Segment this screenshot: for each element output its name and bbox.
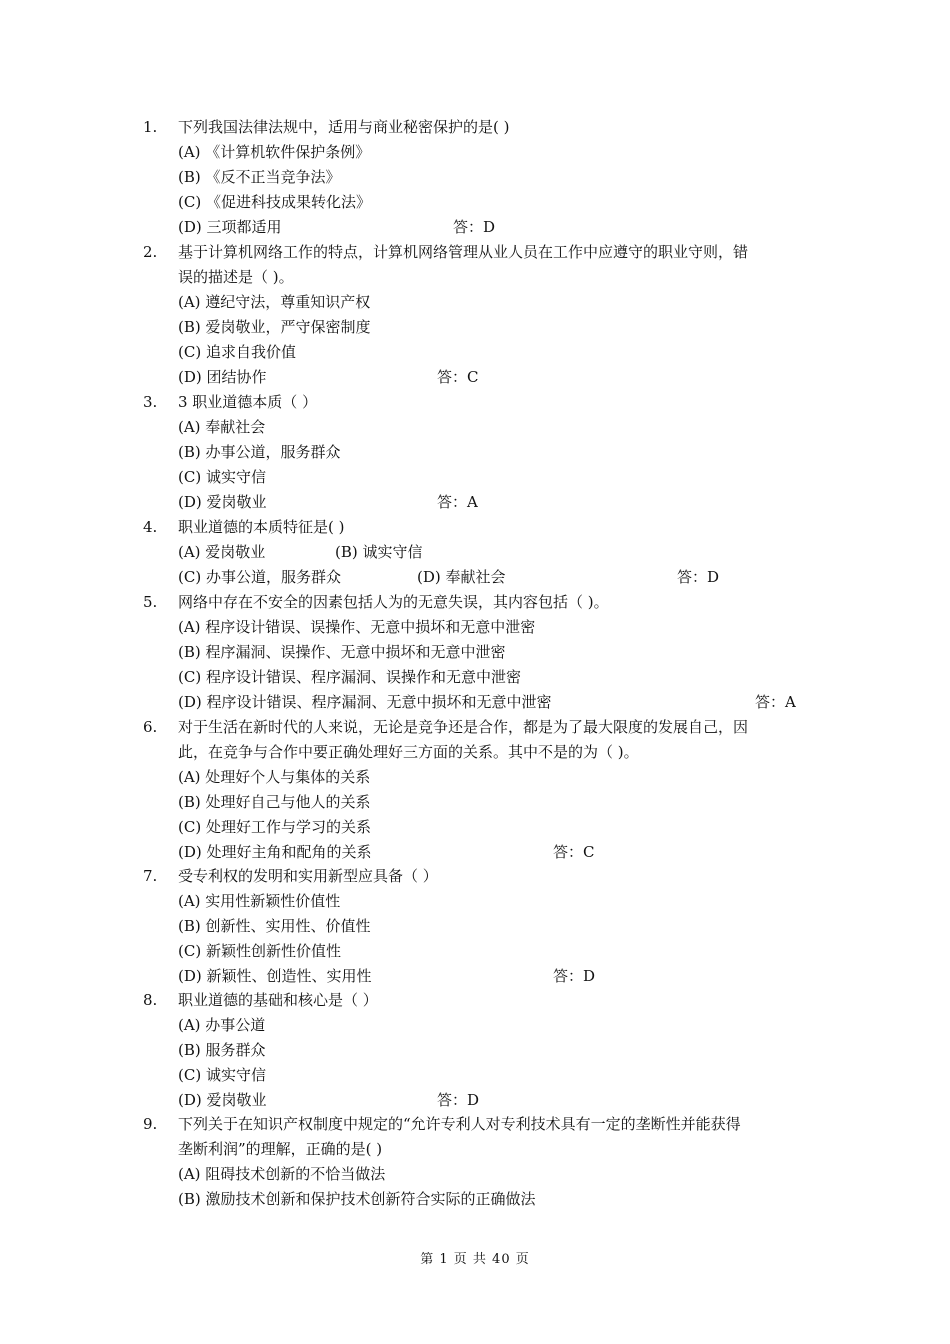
option-c: (C) 程序设计错误、程序漏洞、误操作和无意中泄密 [178, 668, 521, 686]
option-b: (B) 《反不正当竞争法》 [178, 168, 341, 186]
option-c: (C) 《促进科技成果转化法》 [178, 193, 371, 211]
option-d: (D) 处理好主角和配角的关系 [178, 843, 372, 861]
option-d: (D) 新颖性、创造性、实用性 [178, 967, 372, 985]
answer: 答：D [677, 568, 720, 586]
question-stem: 职业道德的本质特征是( ) [178, 518, 345, 536]
question-5 [0, 590, 950, 715]
question-3 [0, 390, 950, 515]
option-d: (D) 三项都适用 [178, 218, 282, 236]
answer: 答：A [437, 493, 478, 511]
option-c: (C) 诚实守信 [178, 468, 266, 486]
option-b: (B) 爱岗敬业，严守保密制度 [178, 318, 371, 336]
question-stem: 下列我国法律法规中，适用与商业秘密保护的是( ) [178, 118, 510, 136]
question-6 [0, 715, 950, 865]
option-a: (A) 办事公道 [178, 1016, 266, 1034]
option-b: (B) 处理好自己与他人的关系 [178, 793, 371, 811]
option-a: (A) 实用性新颖性价值性 [178, 892, 341, 910]
answer: 答：C [437, 368, 479, 386]
option-c: (C) 追求自我价值 [178, 343, 296, 361]
answer: 答：D [553, 967, 596, 985]
question-2 [0, 240, 950, 390]
question-number: 2. [143, 243, 158, 261]
question-number: 3. [143, 393, 158, 411]
option-c: (C) 新颖性创新性价值性 [178, 942, 341, 960]
option-a: (A) 奉献社会 [178, 418, 266, 436]
option-d: (D) 爱岗敬业 [178, 1091, 267, 1109]
answer: 答：A [755, 693, 796, 711]
option-b: (B) 程序漏洞、误操作、无意中损坏和无意中泄密 [178, 643, 506, 661]
option-b: (B) 激励技术创新和保护技术创新符合实际的正确做法 [178, 1190, 536, 1208]
question-8 [0, 988, 950, 1113]
question-stem-continued: 此，在竞争与合作中要正确处理好三方面的关系。其中不是的为（ )。 [178, 743, 639, 761]
question-stem: 对于生活在新时代的人来说，无论是竞争还是合作，都是为了最大限度的发展自己，因 [178, 718, 749, 736]
option-b: (B) 诚实守信 [335, 543, 423, 561]
page-footer: 第 1 页 共 40 页 [420, 1252, 530, 1267]
answer: 答：D [453, 218, 496, 236]
question-stem: 基于计算机网络工作的特点，计算机网络管理从业人员在工作中应遵守的职业守则，错 [178, 243, 749, 261]
question-stem: 受专利权的发明和实用新型应具备（ ） [178, 867, 438, 885]
option-b: (B) 创新性、实用性、价值性 [178, 917, 371, 935]
option-d: (D) 奉献社会 [417, 568, 506, 586]
option-d: (D) 爱岗敬业 [178, 493, 267, 511]
question-stem-continued: 垄断利润”的理解，正确的是( ) [178, 1140, 383, 1158]
option-b: (B) 服务群众 [178, 1041, 266, 1059]
question-number: 4. [143, 518, 158, 536]
question-7 [0, 864, 950, 989]
question-number: 6. [143, 718, 158, 736]
question-9 [0, 1112, 950, 1212]
question-number: 5. [143, 593, 158, 611]
question-stem: 下列关于在知识产权制度中规定的“允许专利人对专利技术具有一定的垄断性并能获得 [178, 1115, 741, 1133]
option-c: (C) 诚实守信 [178, 1066, 266, 1084]
option-b: (B) 办事公道，服务群众 [178, 443, 341, 461]
question-number: 7. [143, 867, 158, 885]
question-4 [0, 515, 950, 590]
option-d: (D) 团结协作 [178, 368, 267, 386]
answer: 答：C [553, 843, 595, 861]
option-c: (C) 办事公道，服务群众 [178, 568, 341, 586]
question-number: 9. [143, 1115, 158, 1133]
question-number: 1. [143, 118, 158, 136]
option-a: (A) 爱岗敬业 [178, 543, 266, 561]
question-stem: 网络中存在不安全的因素包括人为的无意失误，其内容包括（ )。 [178, 593, 609, 611]
option-a: (A) 阻碍技术创新的不恰当做法 [178, 1165, 386, 1183]
option-a: (A) 处理好个人与集体的关系 [178, 768, 371, 786]
option-a: (A) 程序设计错误、误操作、无意中损坏和无意中泄密 [178, 618, 536, 636]
question-stem-continued: 误的描述是（ )。 [178, 268, 294, 286]
answer: 答：D [437, 1091, 480, 1109]
option-a: (A) 遵纪守法，尊重知识产权 [178, 293, 371, 311]
option-d: (D) 程序设计错误、程序漏洞、无意中损坏和无意中泄密 [178, 693, 552, 711]
option-a: (A) 《计算机软件保护条例》 [178, 143, 371, 161]
question-number: 8. [143, 991, 158, 1009]
question-1 [0, 115, 950, 240]
option-c: (C) 处理好工作与学习的关系 [178, 818, 371, 836]
question-stem: 3 职业道德本质（ ） [178, 393, 318, 411]
question-stem: 职业道德的基础和核心是（ ） [178, 991, 378, 1009]
